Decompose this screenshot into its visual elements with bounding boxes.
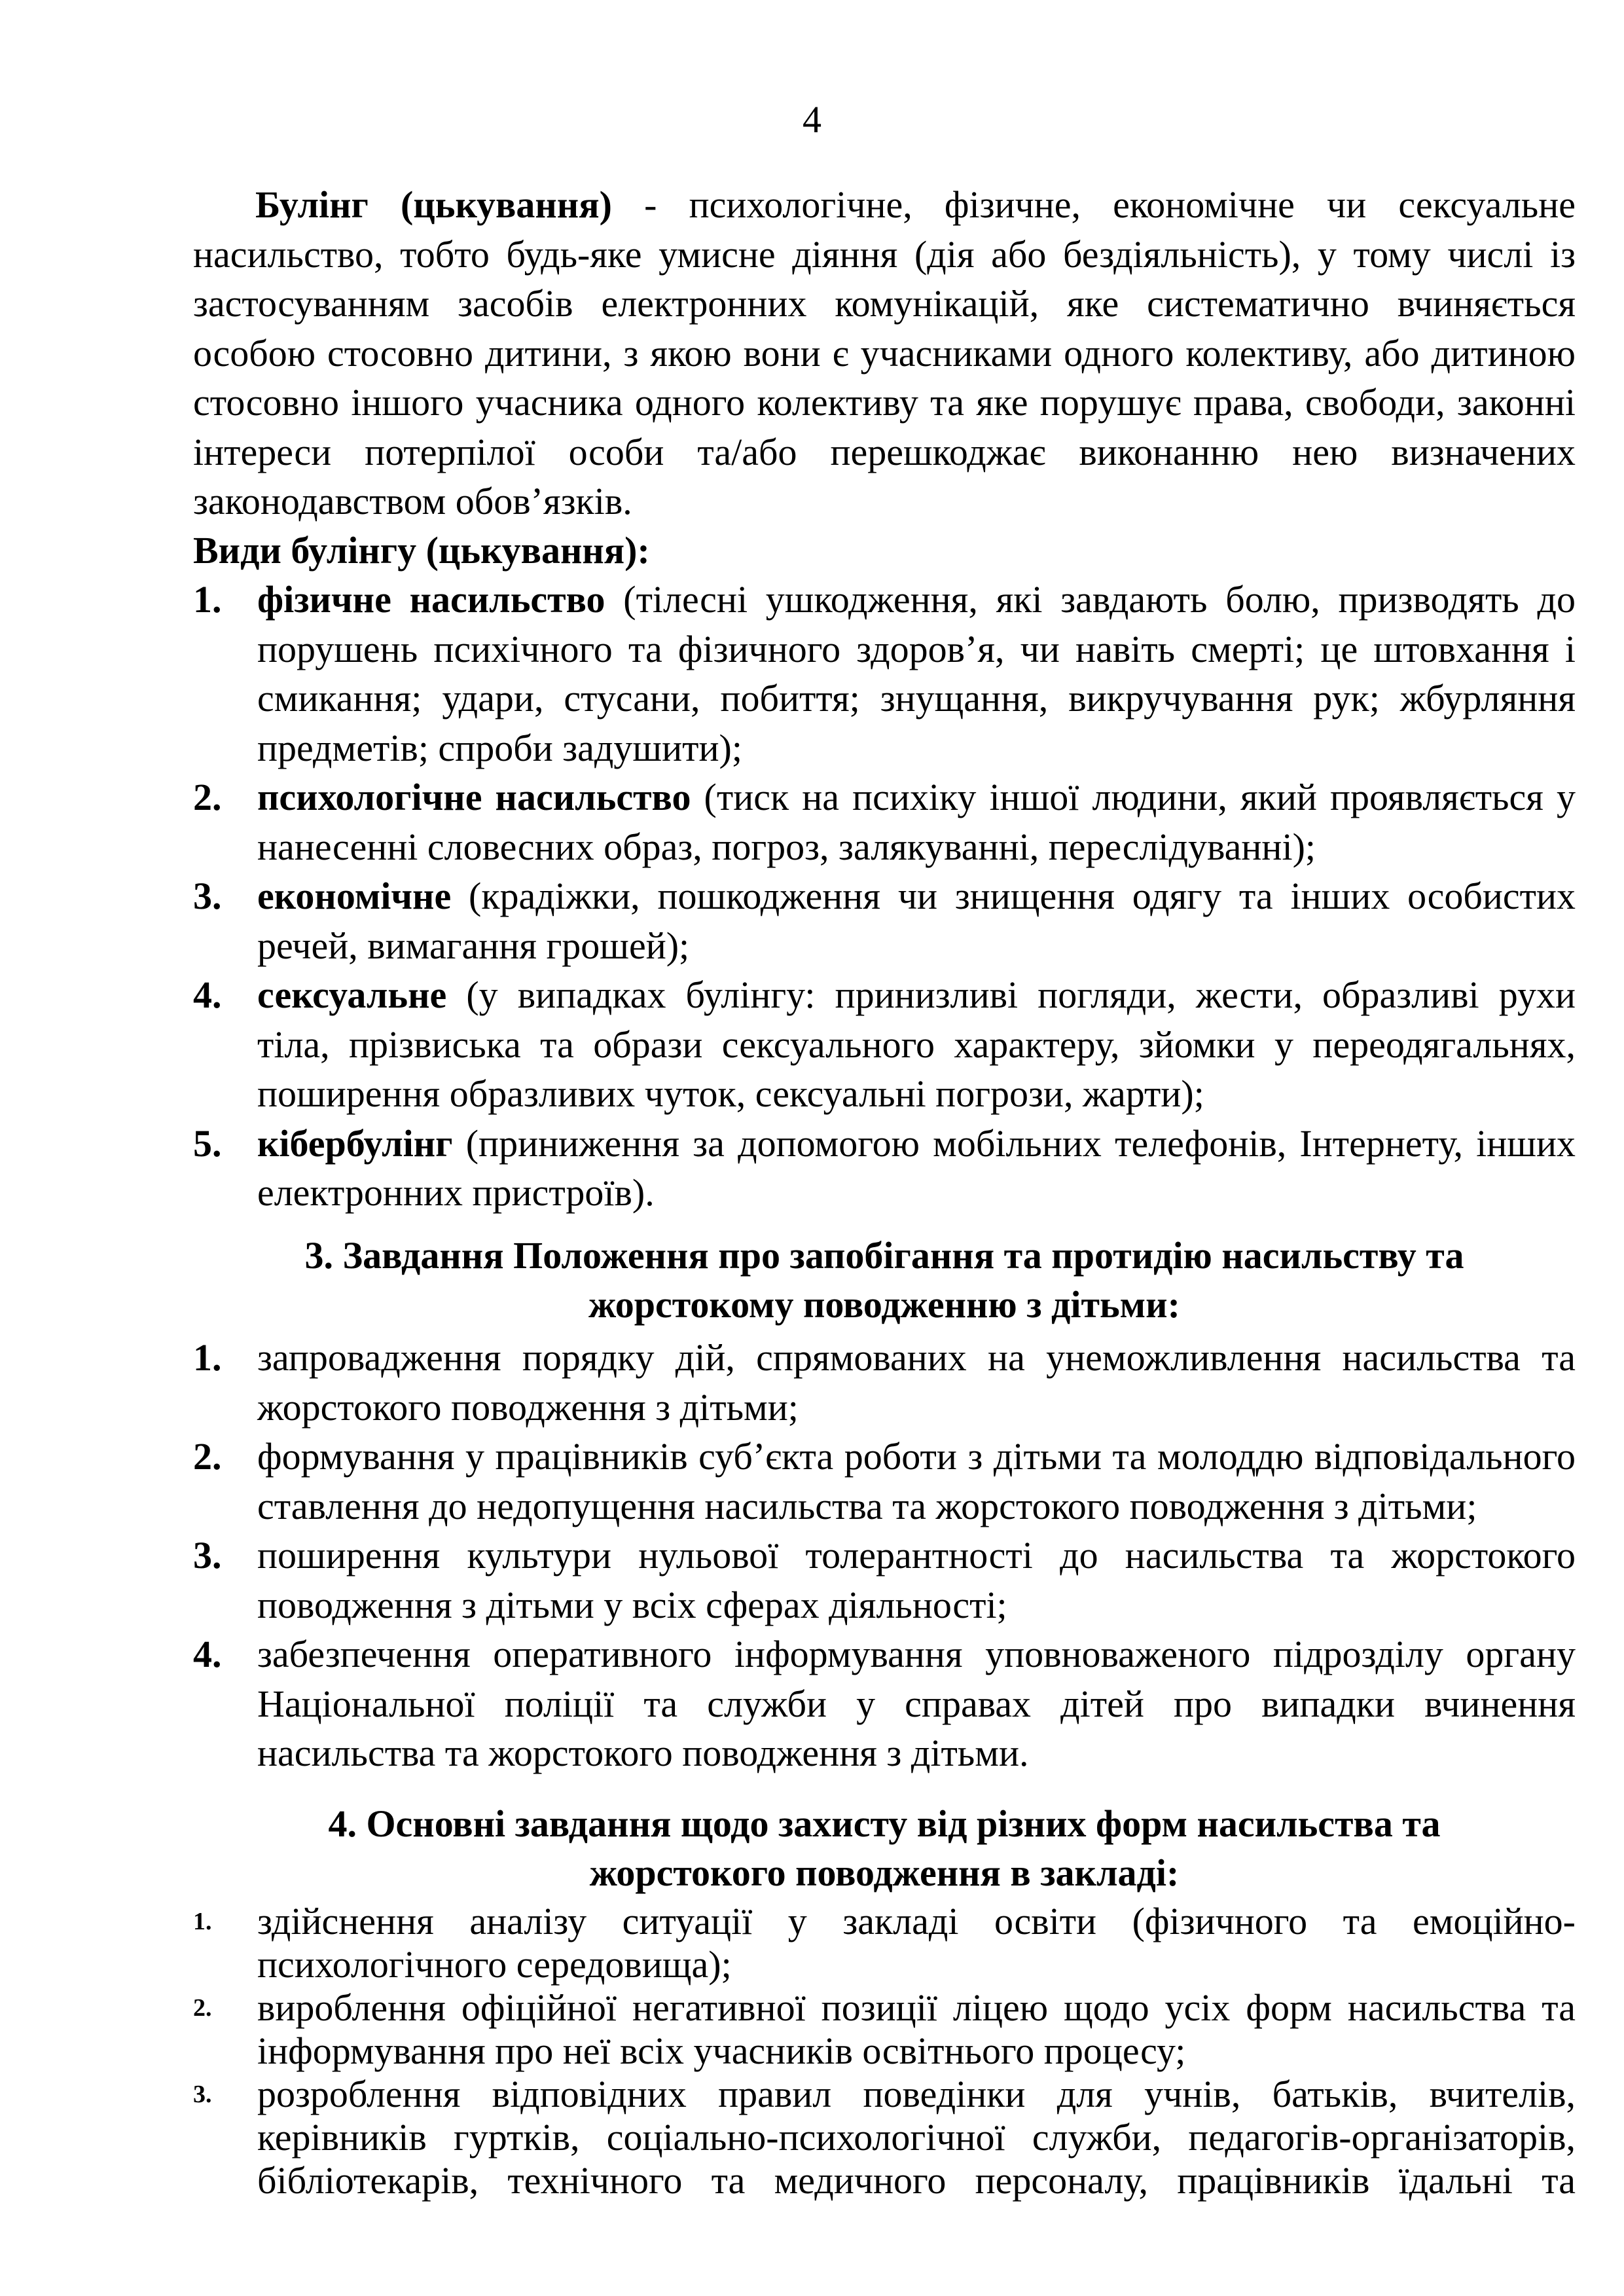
list-item: [193, 1119, 1576, 1218]
list-number: 4.: [193, 974, 222, 1016]
list-item: [193, 2073, 1576, 2202]
list-number: 1.: [193, 578, 222, 621]
list-item: [193, 1986, 1576, 2073]
list-item-text: запровадження порядку дій, спрямованих на унеможливлення насильства та жорстокого поводження з дітьми;: [257, 1336, 1576, 1429]
types-heading: Види булінгу (цькування):: [193, 529, 650, 572]
section-3: [193, 1231, 1576, 1778]
list-number: 5.: [193, 1121, 222, 1165]
list-number: 2.: [193, 1435, 222, 1478]
list-item-text: поширення культури нульової толерантності до насильства та жорстокого поводження з дітьми у всіх сферах діяльності;: [257, 1534, 1576, 1626]
list-item-text: забезпечення оперативного інформування уповноваженого підрозділу органу Національної поліції та служби у справах дітей про випадки вчинення насильства та жорстокого поводження з дітьми.: [257, 1633, 1576, 1774]
definition-block: [193, 180, 1576, 526]
list-item-text: вироблення офіційної негативної позиції ліцею щодо усіх форм насильства та інформування про неї всіх учасників освітнього процесу;: [257, 1986, 1576, 2072]
list-item: [193, 1432, 1576, 1531]
list-number: 1.: [193, 1908, 212, 1935]
list-item-text: (тілесні ушкодження, які завдають болю, призводять до порушень психічного та фізичного здоров’я, чи навіть смерті; це штовхання і смикання; удари, стусани, побиття; знущання, викручування рук; жбурляння предметів; спроби задушити);: [257, 578, 1576, 769]
list-item-text: (тиск на психіку іншої людини, який проявляється у нанесенні словесних образ, погроз, залякуванні, переслідуванні);: [257, 776, 1576, 868]
list-item-text: (приниження за допомогою мобільних телефонів, Інтернету, інших електронних пристроїв).: [257, 1121, 1576, 1214]
section-4: [193, 1799, 1576, 2202]
list-item: [193, 1531, 1576, 1630]
list-item: [193, 575, 1576, 773]
section-4-heading-line-2: жорстокого поводження в закладі:: [589, 1851, 1180, 1894]
list-number: 3.: [193, 1534, 222, 1576]
list-item-text: формування у працівників суб’єкта роботи з дітьми та молоддю відповідального ставлення до недопущення насильства та жорстокого поводження з дітьми;: [257, 1435, 1576, 1527]
list-item-text: здійснення аналізу ситуації у закладі освіти (фізичного та емоційно-психологічного середовища);: [257, 1900, 1576, 1986]
types-list: [193, 575, 1576, 1218]
section-3-list: [193, 1333, 1576, 1778]
list-item: [193, 1333, 1576, 1432]
list-item: [193, 871, 1576, 970]
list-item: [193, 970, 1576, 1119]
list-item-text: (у випадках булінгу: принизливі погляди, жести, образливі рухи тіла, прізвиська та образи сексуального характеру, зйомки у переодягальнях, поширення образливих чуток, сексуальні погрози, жарти);: [257, 974, 1576, 1115]
list-item-term: кібербулінг: [257, 1121, 453, 1165]
page-number: 4: [803, 98, 821, 141]
list-item: [193, 1630, 1576, 1778]
list-item: [193, 773, 1576, 871]
list-item-term: сексуальне: [257, 974, 447, 1016]
list-item-text: (крадіжки, пошкодження чи знищення одягу та інших особистих речей, вимагання грошей);: [257, 875, 1576, 967]
definition-term: Булінг (цькування): [255, 183, 612, 226]
list-number: 3.: [193, 875, 222, 917]
definition-paragraph: [193, 180, 1576, 526]
list-item-text: розроблення відповідних правил поведінки для учнів, батьків, вчителів, керівників гуртків, соціально-психологічної служби, педагогів-організаторів, бібліотекарів, технічного та медичного персоналу, працівників їдальні та: [257, 2073, 1576, 2202]
list-item-term: фізичне насильство: [257, 578, 605, 621]
section-3-heading-line-1: 3. Завдання Положення про запобігання та протидію насильству та: [304, 1234, 1464, 1277]
list-number: 2.: [193, 1994, 212, 2022]
list-number: 2.: [193, 776, 222, 818]
list-item: [193, 1900, 1576, 1986]
list-item-term: психологічне насильство: [257, 776, 691, 818]
section-4-heading-line-1: 4. Основні завдання щодо захисту від різних форм насильства та: [328, 1802, 1441, 1845]
section-4-list: [193, 1900, 1576, 2202]
definition-text: - психологічне, фізичне, економічне чи сексуальне насильство, тобто будь-яке умисне діяння (дія або бездіяльність), у тому числі із застосуванням засобів електронних комунікацій, яке систематично вчиняється особою стосовно дитини, з якою вони є учасниками одного колективу, або дитиною стосовно іншого учасника одного колективу та яке порушує права, свободи, законні інтереси потерпілої особи та/або перешкоджає виконанню нею визначених законодавством обов’язків.: [193, 183, 1576, 522]
list-number: 3.: [193, 2081, 212, 2108]
types-block: [193, 526, 1576, 1218]
section-3-heading-line-2: жорстокому поводженню з дітьми:: [588, 1283, 1180, 1326]
list-item-term: економічне: [257, 875, 452, 917]
list-number: 1.: [193, 1336, 222, 1379]
list-number: 4.: [193, 1633, 222, 1675]
